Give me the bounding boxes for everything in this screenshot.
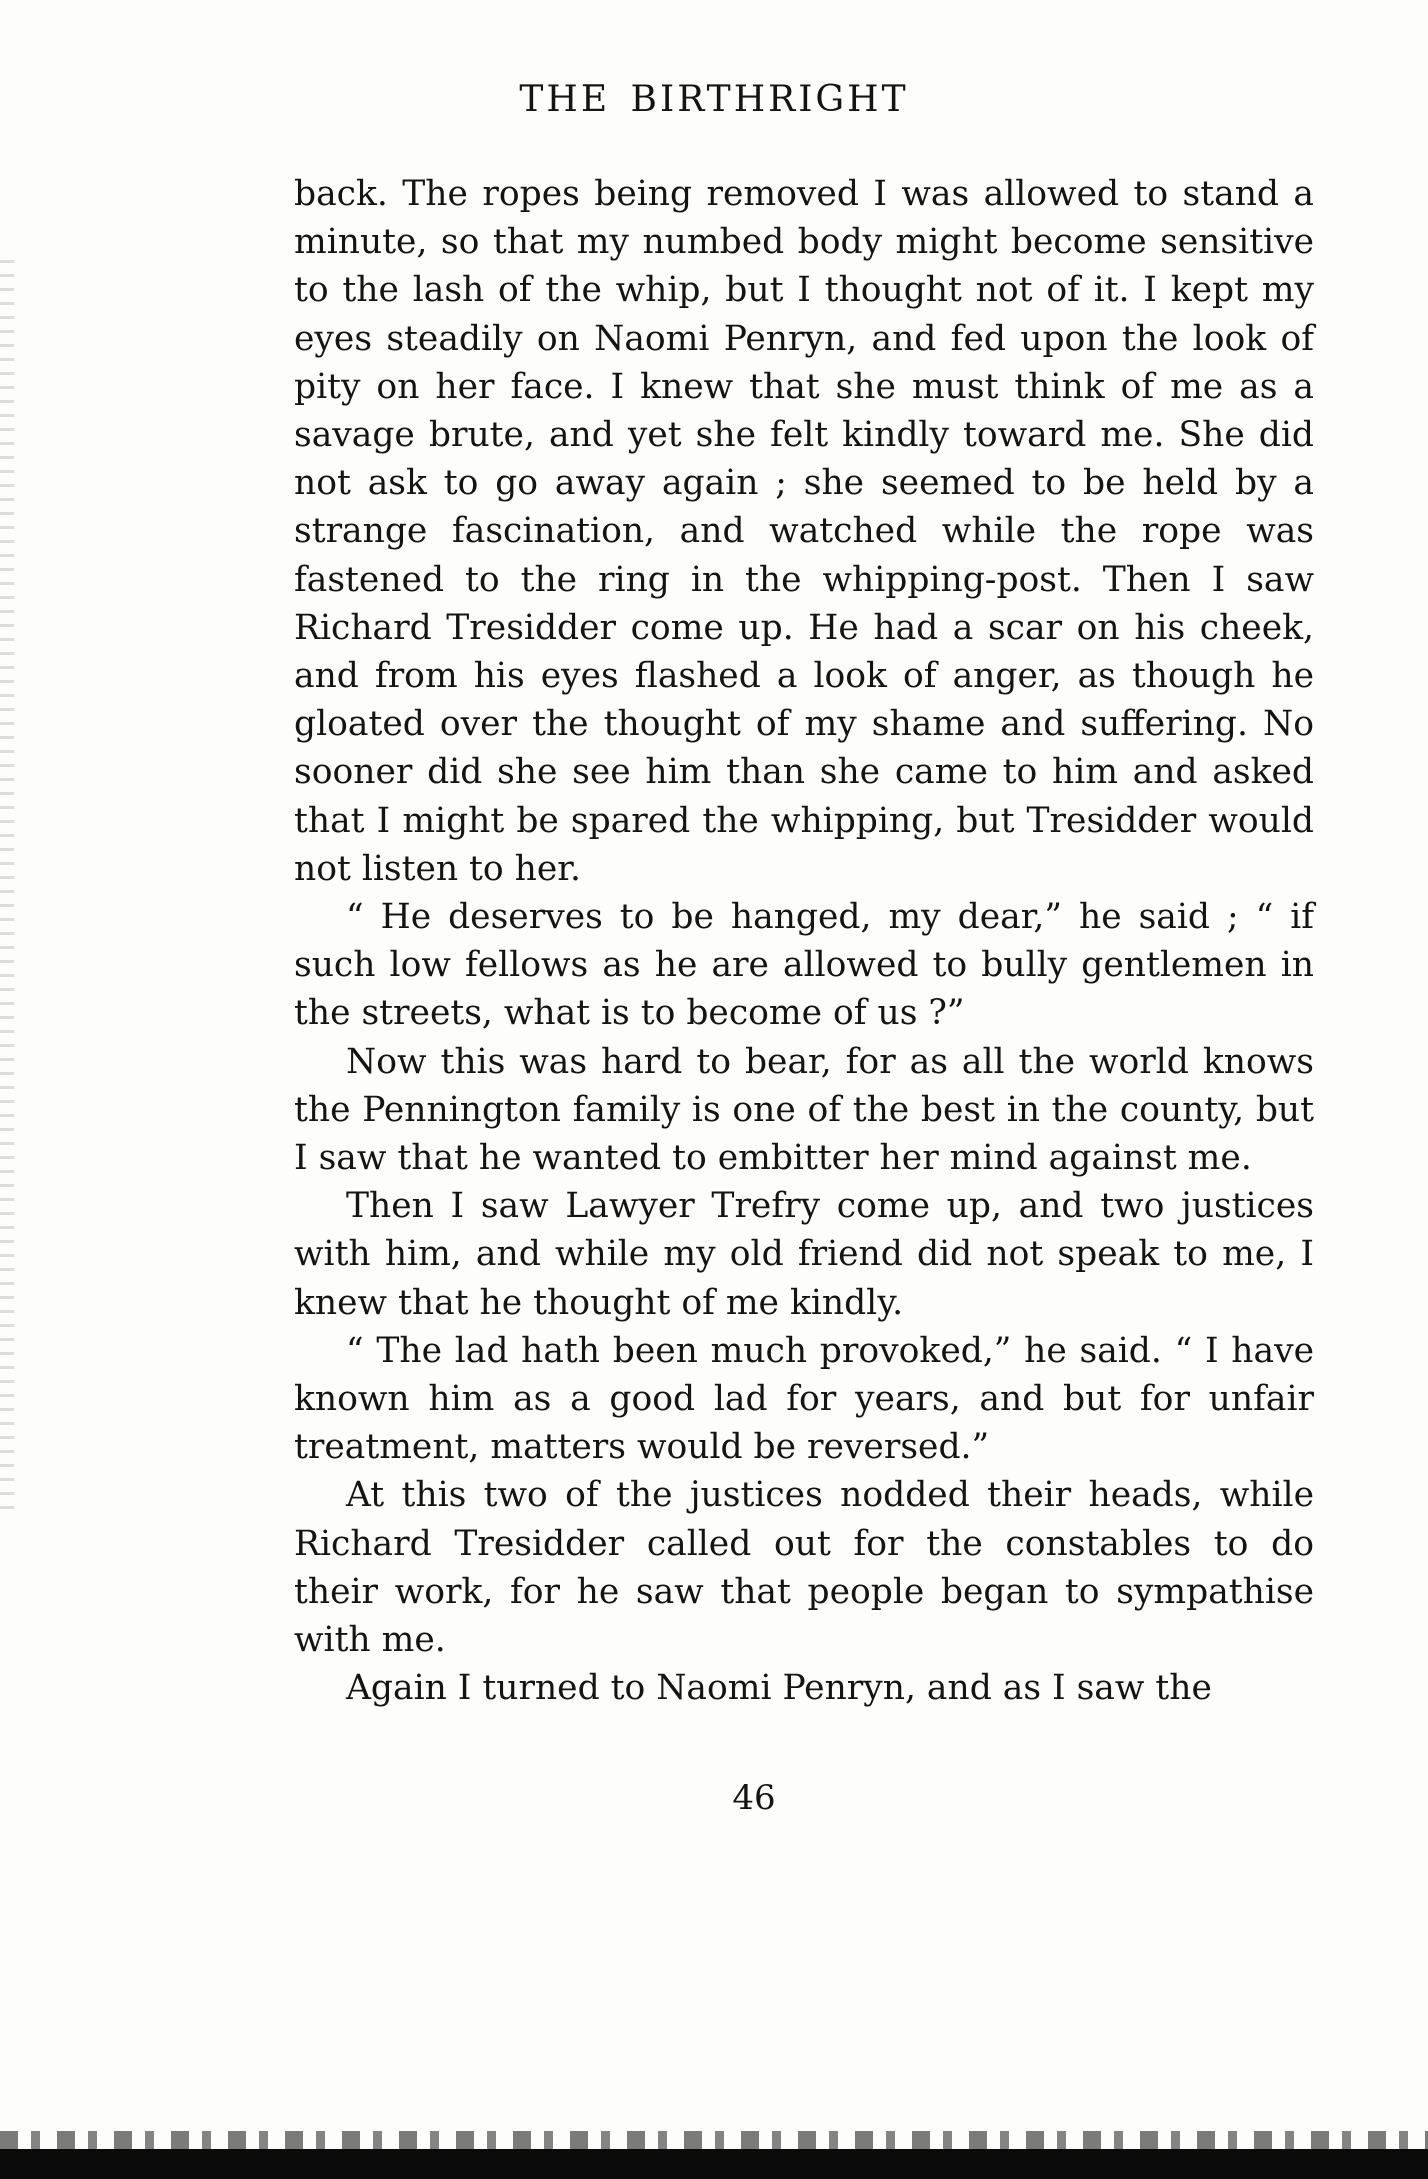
paragraph: “ He deserves to be hanged, my dear,” he said ; “ if such low fellows as he are allowed to bully gentlemen in the streets, what is to become of us ?”	[294, 897, 1314, 1034]
paragraph: Then I saw Lawyer Trefry come up, and two justices with him, and while my old friend did not speak to me, I knew that he thought of me kindly.	[294, 1186, 1314, 1323]
binding-gutter	[0, 260, 14, 1510]
scan-bottom-edge	[0, 2109, 1428, 2179]
running-title: THE BIRTHRIGHT	[519, 79, 909, 120]
scan-edge-band	[0, 2149, 1428, 2179]
paragraph: back. The ropes being removed I was allowed to stand a minute, so that my numbed body might become sensitive to the lash of the whip, but I thought not of it. I kept my eyes steadily on Naomi Penryn, and fed upon the look of pity on her face. I knew that she must think of me as a savage brute, and yet she felt kindly toward me. She did not ask to go away again ; she seemed to be held by a strange fascination, and watched while the rope was fastened to the ring in the whipping-post. Then I saw Richard Tresidder come up. He had a scar on his cheek, and from his eyes flashed a look of anger, as though he gloated over the thought of my shame and suffering. No sooner did she see him than she came to him and asked that I might be spared the whipping, but Tresidder would not listen to her.	[294, 174, 1314, 889]
page-number: 46	[732, 1778, 776, 1818]
paragraph: Again I turned to Naomi Penryn, and as I saw the	[346, 1668, 1212, 1709]
page-body	[294, 170, 1314, 1713]
paragraph: Now this was hard to bear, for as all the world knows the Pennington family is one of the best in the county, but I saw that he wanted to embitter her mind against me.	[294, 1041, 1314, 1179]
paragraph: At this two of the justices nodded their heads, while Richard Tresidder called out for the constables to do their work, for he saw that people began to sympathise with me.	[294, 1475, 1314, 1661]
paragraph: “ The lad hath been much provoked,” he said. “ I have known him as a good lad for years, and but for unfair treatment, matters would be reversed.”	[294, 1330, 1314, 1468]
